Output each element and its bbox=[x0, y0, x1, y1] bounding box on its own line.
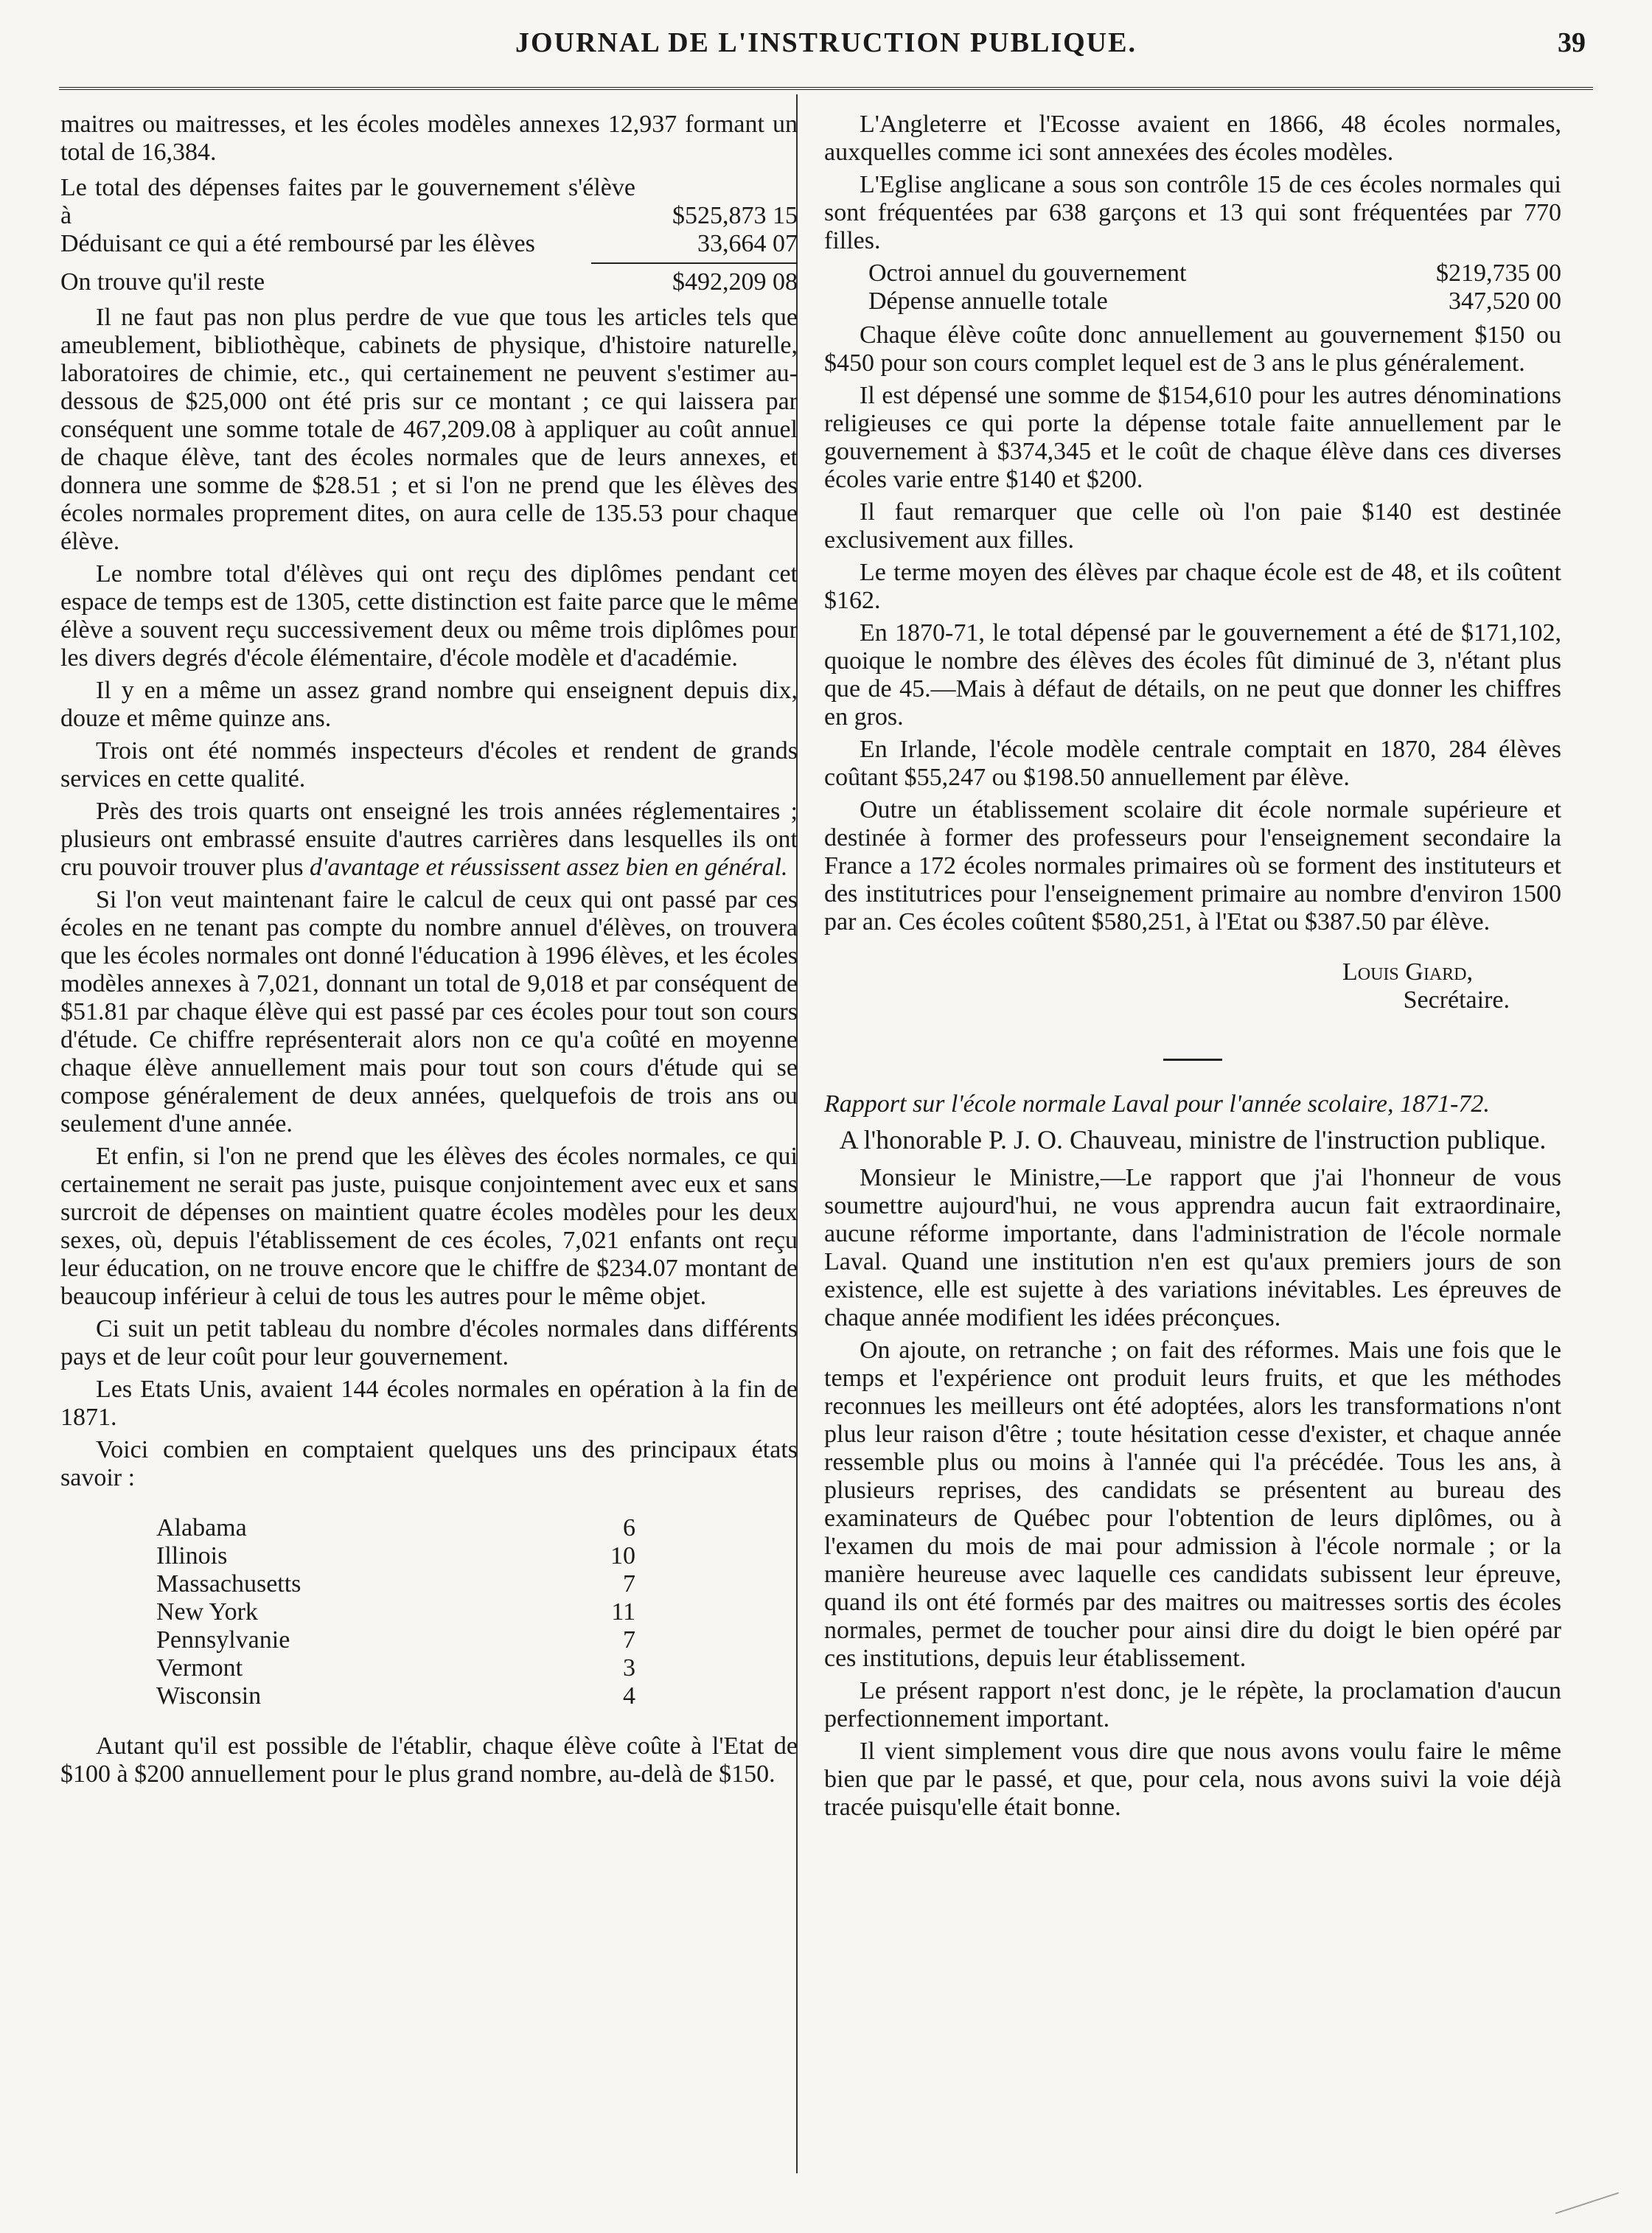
expense-ledger bbox=[60, 174, 798, 296]
state-name: Vermont bbox=[156, 1654, 243, 1682]
state-name: Wisconsin bbox=[156, 1682, 262, 1710]
paragraph-text: Près des trois quarts ont enseigné les trois années réglementaires ; plusieurs ont embrassé ensuite d'autres carrières dans lesquelles ils ont cru pouvoir trouver plus bbox=[60, 798, 798, 881]
ledger-row bbox=[60, 230, 798, 258]
running-head bbox=[59, 21, 1593, 65]
paragraph: En 1870-71, le total dépensé par le gouvernement a été de $171,102, quoique le nombre des élèves des écoles fût diminué de 3, n'étant plus que de 45.—Mais à défaut de détails, on ne peut que donner les chiffres en gros. bbox=[824, 619, 1561, 731]
state-count: 3 bbox=[623, 1654, 635, 1682]
ledger-label: On trouve qu'il reste bbox=[60, 268, 265, 296]
paragraph: Si l'on veut maintenant faire le calcul de ceux qui ont passé par ces écoles en ne tenant pas compte du nombre annuel d'élèves, on trouvera que les écoles normales ont donné l'éducation à 1996 élèves, et les écoles modèles annexes à 7,021, donnant un total de 9,018 et par conséquent de $51.81 par chaque élève qui est passé par ces écoles pour tout son cours d'étude. Ce chiffre représenterait alors non ce qu'a coûté en moyenne chaque élève annuellement mais pour tout son cours d'étude qui se compose généralement de deux années, quelquefois de trois ans ou seulement d'une année. bbox=[60, 886, 798, 1138]
paragraph: Le terme moyen des élèves par chaque école est de 48, et ils coûtent $162. bbox=[824, 559, 1561, 614]
budget-label: Octroi annuel du gouvernement bbox=[868, 259, 1187, 287]
budget-amount: $219,735 00 bbox=[1436, 259, 1561, 287]
paragraph: Les Etats Unis, avaient 144 écoles normales en opération à la fin de 1871. bbox=[60, 1376, 798, 1431]
state-row bbox=[156, 1626, 635, 1654]
journal-title: JOURNAL DE L'INSTRUCTION PUBLIQUE. bbox=[515, 27, 1137, 58]
state-row bbox=[156, 1598, 635, 1626]
state-count: 7 bbox=[623, 1626, 635, 1654]
state-name: Pennsylvanie bbox=[156, 1626, 290, 1654]
ledger-label: Déduisant ce qui a été remboursé par les élèves bbox=[60, 230, 535, 257]
state-row bbox=[156, 1654, 635, 1682]
left-column bbox=[60, 111, 798, 1793]
page-number: 39 bbox=[1558, 27, 1586, 58]
paragraph: Et enfin, si l'on ne prend que les élèves des écoles normales, ce qui certainement ne serait pas juste, puisque conjointement avec eux et sans surcroit de dépenses on maintient quatre écoles modèles pour les deux sexes, où, depuis l'établissement de ces écoles, 7,021 enfants ont reçu leur éducation, on ne trouve encore que le chiffre de $234.07 montant de beaucoup inférieur à celui de tous les autres pour le même objet. bbox=[60, 1143, 798, 1310]
paragraph: L'Angleterre et l'Ecosse avaient en 1866, 48 écoles normales, auxquelles comme ici sont annexées des écoles modèles. bbox=[824, 111, 1561, 166]
state-name: Alabama bbox=[156, 1514, 247, 1541]
state-name: New York bbox=[156, 1598, 258, 1626]
paragraph: Il ne faut pas non plus perdre de vue que tous les articles tels que ameublement, bibliothèque, cabinets de physique, d'histoire naturelle, laboratoires de chimie, etc., qui certainement ne peuvent s'estimer au-dessous de $25,000 ont été pris sur ce montant ; ce qui laissera par conséquent une somme totale de 467,209.08 à appliquer au coût annuel de chaque élève, tant des écoles normales que de leurs annexes, et donnera une somme de $28.51 ; et si l'on ne prend que les élèves des écoles normales proprement dites, on aura celle de 135.53 pour chaque élève. bbox=[60, 304, 798, 555]
paragraph: L'Eglise anglicane a sous son contrôle 15 de ces écoles normales qui sont fréquentées par 638 garçons et 13 qui sont fréquentées par 770 filles. bbox=[824, 171, 1561, 254]
paragraph bbox=[60, 798, 798, 882]
right-column bbox=[824, 111, 1561, 1826]
ledger-amount: $525,873 15 bbox=[672, 202, 798, 229]
budget-row bbox=[868, 259, 1561, 288]
paragraph: Autant qu'il est possible de l'établir, chaque élève coûte à l'Etat de $100 à $200 annuellement pour le plus grand nombre, au-delà de $150. bbox=[60, 1732, 798, 1788]
paragraph: En Irlande, l'école modèle centrale comptait en 1870, 284 élèves coûtant $55,247 ou $198.50 annuellement par élève. bbox=[824, 736, 1561, 791]
state-row bbox=[156, 1570, 635, 1598]
paragraph: Le nombre total d'élèves qui ont reçu des diplômes pendant cet espace de temps est de 1305, cette distinction est faite parce que le même élève a souvent reçu successivement deux ou même trois diplômes pour les divers degrés d'école élémentaire, d'école modèle et d'académie. bbox=[60, 560, 798, 672]
ledger-amount: $492,209 08 bbox=[672, 268, 798, 296]
section-separator bbox=[1163, 1059, 1222, 1061]
signature-block bbox=[824, 958, 1561, 1014]
ledger-row bbox=[60, 174, 798, 230]
state-count: 6 bbox=[623, 1514, 635, 1541]
italic-text: d'avantage et réussissent assez bien en général. bbox=[310, 854, 788, 881]
state-count: 11 bbox=[611, 1598, 635, 1626]
state-count: 10 bbox=[610, 1542, 635, 1570]
state-row bbox=[156, 1542, 635, 1570]
report-addressee: A l'honorable P. J. O. Chauveau, ministre de l'instruction publique. bbox=[839, 1125, 1547, 1154]
paragraph: maitres ou maitresses, et les écoles modèles annexes 12,937 formant un total de 16,384. bbox=[60, 111, 798, 166]
paragraph: On ajoute, on retranche ; on fait des réformes. Mais une fois que le temps et l'expérience ont produit leurs fruits, et que les méthodes reconnues les meilleurs ont été adoptées, alors les transformations n'ont plus leur raison d'être ; toute hésitation cesse d'exister, et chaque année ressemble plus ou moins à l'année qui l'a précédée. Tous les ans, à plusieurs reprises, des candidats se présentent au bureau des examinateurs de Québec pour l'obtention de leurs diplômes, ou à l'examen du mois de mai pour admission à l'école normale ; or la manière heureuse avec laquelle ces candidats subissent leur épreuve, quand ils ont été formés par des maitres ou maitresses sortis des écoles normales, permet de toucher pour ainsi dire du doigt le bien opéré par ces institutions, depuis leur établissement. bbox=[824, 1337, 1561, 1672]
budget-row bbox=[868, 288, 1561, 316]
paragraph: Le présent rapport n'est donc, je le répète, la proclamation d'aucun perfectionnement important. bbox=[824, 1677, 1561, 1732]
report-title: Rapport sur l'école normale Laval pour l'année scolaire, 1871-72. bbox=[824, 1090, 1490, 1118]
signatory-role: Secrétaire. bbox=[1403, 986, 1510, 1014]
paragraph: Il est dépensé une somme de $154,610 pour les autres dénominations religieuses ce qui porte la dépense totale faite annuellement par le gouvernement à $374,345 et le coût de chaque élève dans ces diverses écoles varie entre $140 et $200. bbox=[824, 382, 1561, 493]
budget-table bbox=[868, 259, 1561, 316]
paragraph: Outre un établissement scolaire dit école normale supérieure et destinée à former des professeurs pour l'enseignement secondaire la France a 172 écoles normales primaires où se forment des instituteurs et des institutrices pour l'enseignement primaire au nombre d'environ 1500 par an. Ces écoles coûtent $580,251, à l'Etat ou $387.50 par élève. bbox=[824, 796, 1561, 936]
ledger-row bbox=[60, 268, 798, 296]
state-count: 4 bbox=[623, 1682, 635, 1710]
paragraph: Il faut remarquer que celle où l'on paie $140 est destinée exclusivement aux filles. bbox=[824, 498, 1561, 554]
state-count: 7 bbox=[623, 1570, 635, 1598]
ledger-label: Le total des dépenses faites par le gouvernement s'élève à bbox=[60, 174, 635, 229]
signatory-name: Louis Giard, bbox=[1342, 958, 1473, 986]
state-name: Massachusetts bbox=[156, 1570, 302, 1598]
ledger-sum-rule bbox=[591, 262, 798, 264]
paragraph: Monsieur le Ministre,—Le rapport que j'ai l'honneur de vous soumettre aujourd'hui, ne vous apprendra aucun fait extraordinaire, aucune réforme importante, dans l'administration de l'école normale Laval. Quand une institution n'en est qu'aux premiers jours de son existence, elle est sujette à des variations inévitables. Les épreuves de chaque année modifient les idées préconçues. bbox=[824, 1164, 1561, 1331]
ledger-amount: 33,664 07 bbox=[697, 230, 798, 257]
state-row bbox=[156, 1682, 635, 1710]
paragraph: Ci suit un petit tableau du nombre d'écoles normales dans différents pays et de leur coût pour leur gouvernement. bbox=[60, 1315, 798, 1370]
paragraph: Chaque élève coûte donc annuellement au gouvernement $150 ou $450 pour son cours complet lequel est de 3 ans le plus généralement. bbox=[824, 321, 1561, 377]
paragraph: Trois ont été nommés inspecteurs d'écoles et rendent de grands services en cette qualité. bbox=[60, 737, 798, 792]
state-row bbox=[156, 1514, 635, 1542]
paragraph: Il vient simplement vous dire que nous avons voulu faire le même bien que par le passé, et que, pour cela, nous avons suivi la voie déjà tracée puisqu'elle était bonne. bbox=[824, 1738, 1561, 1821]
budget-amount: 347,520 00 bbox=[1449, 288, 1561, 315]
states-table bbox=[156, 1514, 635, 1710]
header-rule bbox=[59, 87, 1593, 90]
paragraph: Il y en a même un assez grand nombre qui enseignent depuis dix, douze et même quinze ans. bbox=[60, 677, 798, 732]
state-name: Illinois bbox=[156, 1542, 228, 1570]
ink-mark bbox=[1555, 2192, 1623, 2229]
paragraph: Voici combien en comptaient quelques uns des principaux états savoir : bbox=[60, 1436, 798, 1491]
budget-label: Dépense annuelle totale bbox=[868, 288, 1108, 315]
